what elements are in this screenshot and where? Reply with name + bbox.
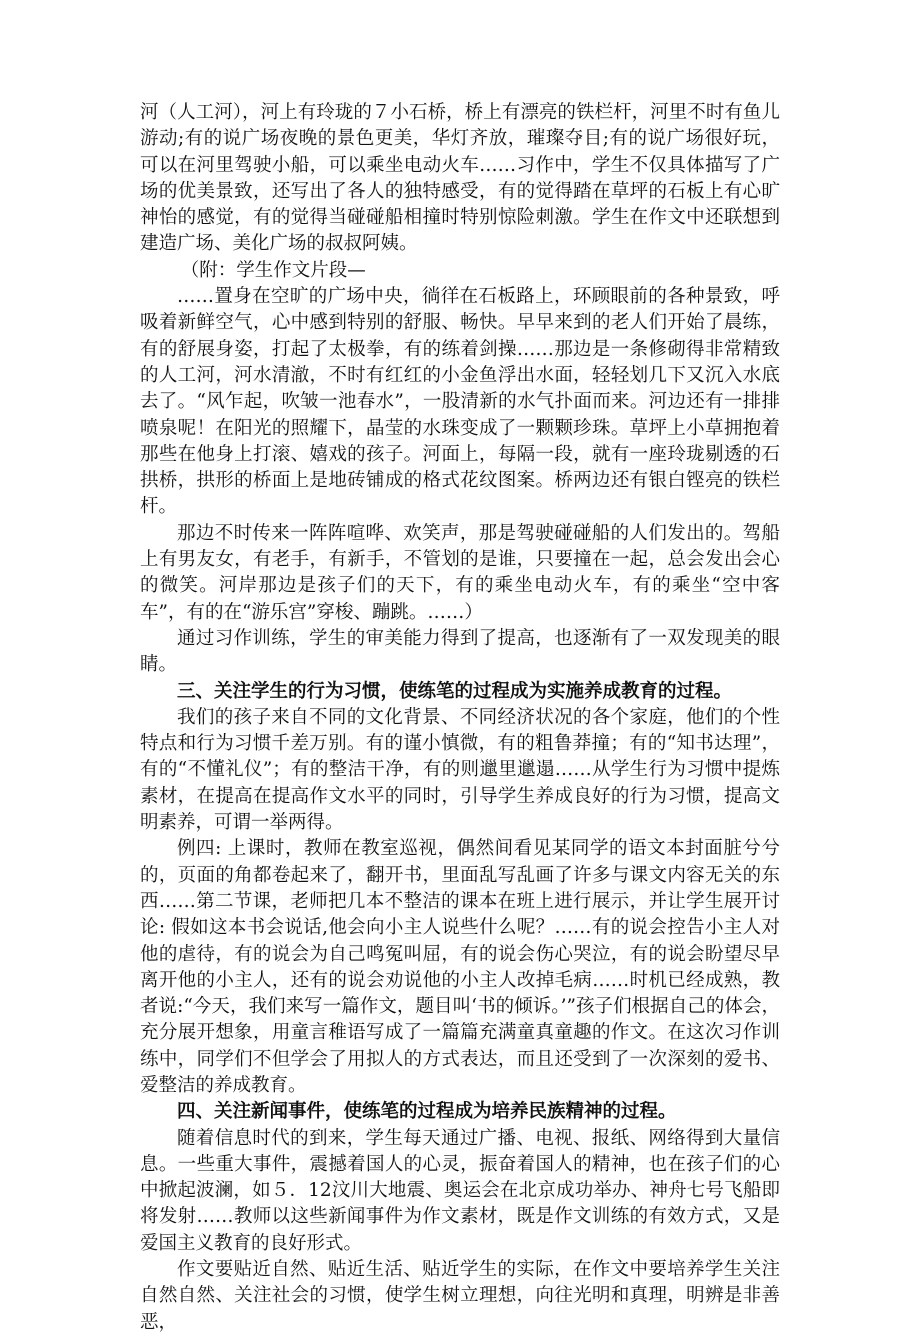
paragraph-example-four: 例四: 上课时，教师在教室巡视，偶然间看见某同学的语文本封面脏兮兮的，页面的角都卷起来了，翻开书，里面乱写乱画了许多与课文内容无关的东西……第二节课，老师把几本不整洁的课本在班上进行展示，并让学生展开讨论: 假如这本书会说话,他会向小主人说些什么呢？……有的说会控告小主人对他的虐待，有的说会为自己鸣冤叫屈，有的说会伤心哭泣，有的说会盼望尽早离开他的小主人，还有的说会劝说他的小主人改掉毛病……时机已经成熟，教者说:“今天，我们来写一篇作文，题目叫‘书的倾诉。’”孩子们根据自己的体会，充分展开想象，用童言稚语写成了一篇篇充满童真童趣的作文。在这次习作训练中，同学们不但学会了用拟人的方式表达，而且还受到了一次深刻的爱书、爱整洁的养成教育。 — [140, 838, 780, 1096]
paragraph-student-essay-2: 那边不时传来一阵阵喧哗、欢笑声，那是驾驶碰碰船的人们发出的。驾船上有男友女，有老手，有新手，不管划的是谁，只要撞在一起，总会发出会心的微笑。河岸那边是孩子们的天下，有的乘坐电动火车，有的乘坐“空中客车”，有的在“游乐宫”穿梭、蹦跳。……） — [140, 522, 780, 623]
document-body — [140, 100, 780, 1336]
paragraph-student-essay-1: ……置身在空旷的广场中央，徜徉在石板路上，环顾眼前的各种景致，呼吸着新鲜空气，心中感到特别的舒服、畅快。早早来到的老人们开始了晨练，有的舒展身姿，打起了太极拳，有的练着剑操……那边是一条修砌得非常精致的人工河，河水清澈，不时有红红的小金鱼浮出水面，轻轻划几下又沉入水底去了。“风乍起，吹皱一池春水”，一股清新的水气扑面而来。河边还有一排排喷泉呢！在阳光的照耀下，晶莹的水珠变成了一颗颗珍珠。草坪上小草拥抱着那些在他身上打滚、嬉戏的孩子。河面上，每隔一段，就有一座玲珑剔透的石拱桥，拱形的桥面上是地砖铺成的格式花纹图案。桥两边还有银白铿亮的铁栏杆。 — [140, 286, 780, 518]
section-heading-three: 三、关注学生的行为习惯，使练笔的过程成为实施养成教育的过程。 — [177, 680, 733, 702]
paragraph-continuation: 河（人工河），河上有玲珑的７小石桥，桥上有漂亮的铁栏杆，河里不时有鱼儿游动;有的说广场夜晚的景色更美，华灯齐放，璀璨夺目;有的说广场很好玩，可以在河里驾驶小船，可以乘坐电动火车……习作中，学生不仅具体描写了广场的优美景致，还写出了各人的独特感受，有的觉得踏在草坪的石板上有心旷神怡的感觉，有的觉得当碰碰船相撞时特别惊险刺激。学生在作文中还联想到建造广场、美化广场的叔叔阿姨。 — [140, 102, 780, 255]
paragraph-summary: 通过习作训练，学生的审美能力得到了提高，也逐渐有了一双发现美的眼睛。 — [140, 627, 780, 676]
section-heading-four: 四、关注新闻事件，使练笔的过程成为培养民族精神的过程。 — [177, 1101, 677, 1123]
paragraph-news-events: 随着信息时代的到来，学生每天通过广播、电视、报纸、网络得到大量信息。一些重大事件，震撼着国人的心灵，振奋着国人的精神，也在孩子们的心中掀起波澜，如５．12汶川大地震、奥运会在北京成功举办、神舟七号飞船即将发射……教师以这些新闻事件为作文素材，既是作文训练的有效方式，又是爱国主义教育的良好形式。 — [140, 1127, 780, 1254]
paragraph-closing: 作文要贴近自然、贴近生活、贴近学生的实际，在作文中要培养学生关注自然自然、关注社会的习惯，使学生树立理想，向往光明和真理，明辨是非善恶， — [140, 1259, 780, 1333]
paragraph-behavior-habits: 我们的孩子来自不同的文化背景、不同经济状况的各个家庭，他们的个性特点和行为习惯千差万别。有的谨小慎微，有的粗鲁莽撞；有的“知书达理”，有的“不懂礼仪”；有的整洁干净，有的则邋里邋遢……从学生行为习惯中提炼素材，在提高在提高作文水平的同时，引导学生养成良好的行为习惯，提高文明素养，可谓一举两得。 — [140, 706, 780, 834]
paragraph-annex-note: （附：学生作文片段— — [180, 259, 366, 281]
